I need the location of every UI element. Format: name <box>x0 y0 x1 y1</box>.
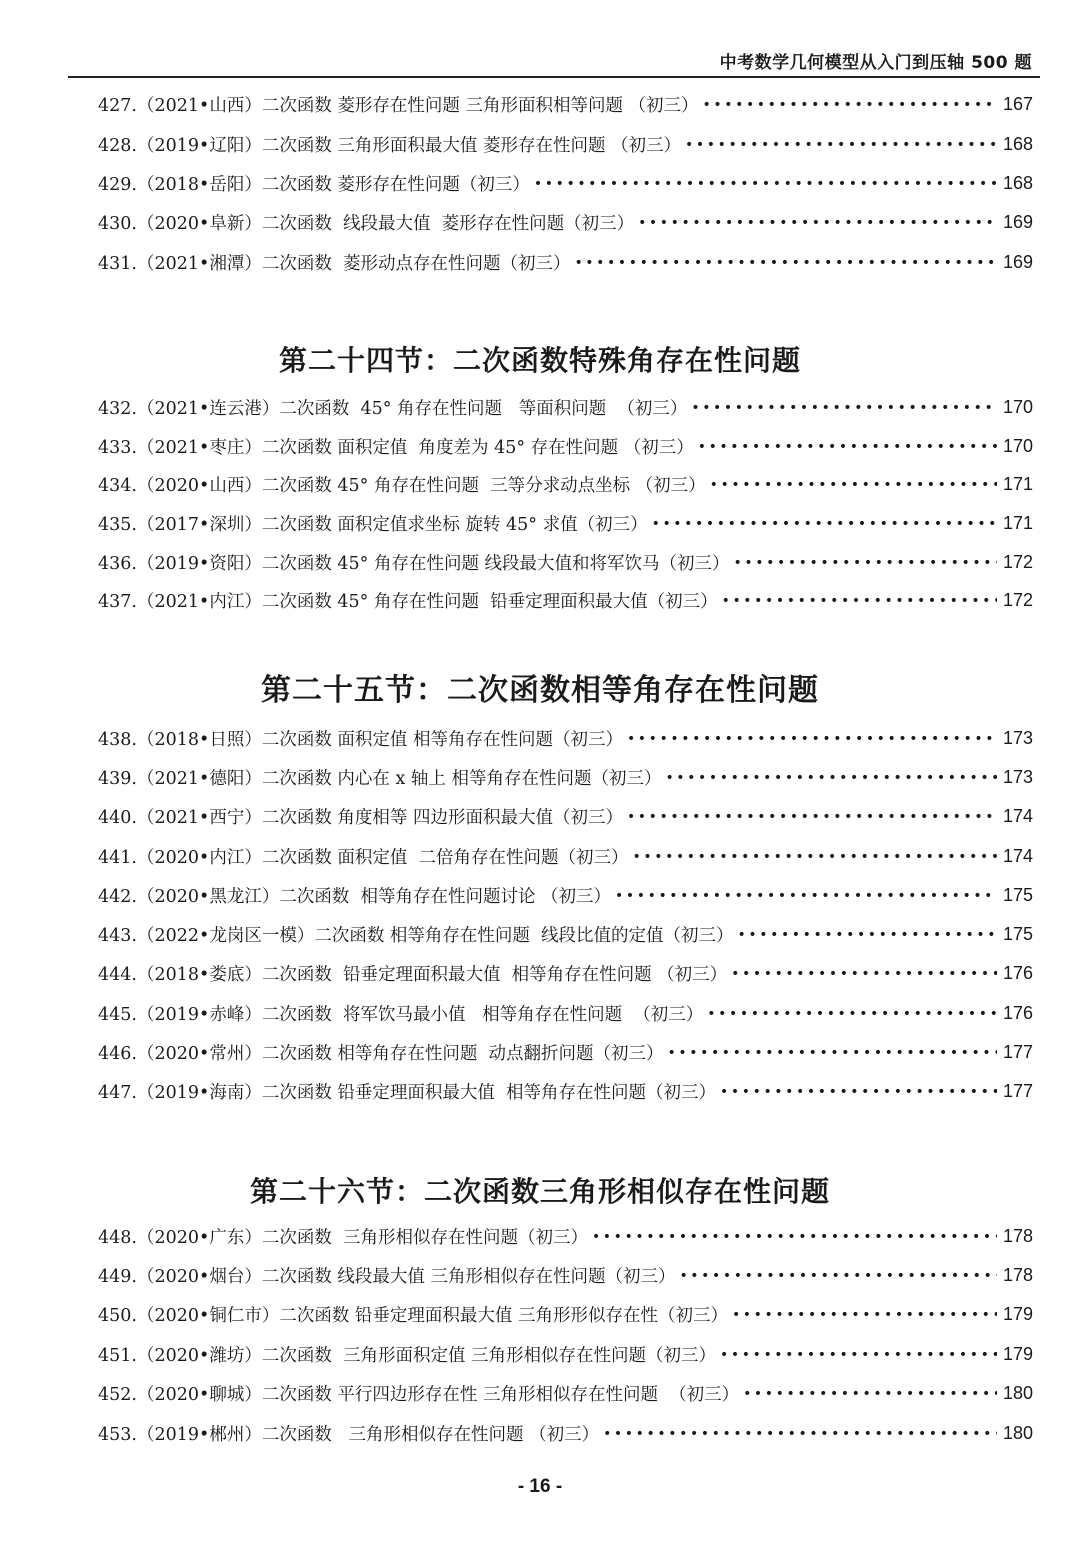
toc-entry-431[interactable] <box>98 246 1033 278</box>
toc-entry-433[interactable] <box>98 430 1033 462</box>
entry-title: 431.（2021•湘潭）二次函数 菱形动点存在性问题（初三） <box>98 253 571 274</box>
entry-title: 453.（2019•郴州）二次函数 三角形相似存在性问题 （初三） <box>98 1424 600 1445</box>
toc-entry-447[interactable] <box>98 1075 1033 1107</box>
entry-title: 438.（2018•日照）二次函数 面积定值 相等角存在性问题（初三） <box>98 729 623 750</box>
toc-entry-439[interactable] <box>98 761 1033 793</box>
entry-page-number: 168 <box>1002 133 1033 154</box>
entry-title: 435.（2017•深圳）二次函数 面积定值求坐标 旋转 45° 求值（初三） <box>98 514 648 535</box>
section-heading-25: 第二十五节：二次函数相等角存在性问题 <box>261 673 819 708</box>
entry-title: 439.（2021•德阳）二次函数 内心在 x 轴上 相等角存在性问题（初三） <box>98 768 662 789</box>
dot-leader <box>703 96 997 112</box>
entry-page-number: 177 <box>1002 1041 1033 1062</box>
toc-entry-438[interactable] <box>98 722 1033 754</box>
entry-title: 443.（2022•龙岗区一模）二次函数 相等角存在性问题 线段比值的定值（初三） <box>98 925 734 946</box>
entry-page-number: 171 <box>1002 512 1033 533</box>
toc-entry-443[interactable] <box>98 918 1033 950</box>
dot-leader <box>652 515 997 531</box>
entry-title: 448.（2020•广东）二次函数 三角形相似存在性问题（初三） <box>98 1227 588 1248</box>
dot-leader <box>534 175 997 191</box>
entry-page-number: 180 <box>1002 1422 1033 1443</box>
entry-page-number: 168 <box>1002 172 1033 193</box>
dot-leader <box>638 214 997 230</box>
dot-leader <box>720 1083 997 1099</box>
entry-page-number: 169 <box>1002 251 1033 272</box>
entry-title: 450.（2020•铜仁市）二次函数 铅垂定理面积最大值 三角形形似存在性（初三） <box>98 1305 728 1326</box>
entry-page-number: 172 <box>1002 551 1033 572</box>
dot-leader <box>710 476 997 492</box>
entry-title: 441.（2020•内江）二次函数 面积定值 二倍角存在性问题（初三） <box>98 847 629 868</box>
dot-leader <box>627 730 997 746</box>
toc-entry-434[interactable] <box>98 468 1033 500</box>
dot-leader <box>603 1425 997 1441</box>
dot-leader <box>633 848 997 864</box>
entry-title: 442.（2020•黑龙江）二次函数 相等角存在性问题讨论 （初三） <box>98 886 612 907</box>
toc-entry-449[interactable] <box>98 1259 1033 1291</box>
entry-page-number: 173 <box>1002 727 1033 748</box>
page-header <box>68 46 1040 78</box>
dot-leader <box>743 1385 997 1401</box>
entry-title: 436.（2019•资阳）二次函数 45° 角存在性问题 线段最大值和将军饮马（初三） <box>98 553 730 574</box>
entry-title: 440.（2021•西宁）二次函数 角度相等 四边形面积最大值（初三） <box>98 807 623 828</box>
entry-page-number: 175 <box>1002 884 1033 905</box>
dot-leader <box>731 965 997 981</box>
toc-entry-427[interactable] <box>98 88 1033 120</box>
entry-page-number: 174 <box>1002 805 1033 826</box>
entry-title: 434.（2020•山西）二次函数 45° 角存在性问题 三等分求动点坐标 （初三） <box>98 475 706 496</box>
toc-entry-435[interactable] <box>98 507 1033 539</box>
toc-entry-441[interactable] <box>98 840 1033 872</box>
toc-entry-437[interactable] <box>98 584 1033 616</box>
entry-title: 451.（2020•潍坊）二次函数 三角形面积定值 三角形相似存在性问题（初三） <box>98 1345 717 1366</box>
dot-leader <box>738 926 997 942</box>
entry-title: 449.（2020•烟台）二次函数 线段最大值 三角形相似存在性问题（初三） <box>98 1266 676 1287</box>
entry-title: 430.（2020•阜新）二次函数 线段最大值 菱形存在性问题（初三） <box>98 213 635 234</box>
dot-leader <box>574 254 997 270</box>
section-heading-24: 第二十四节：二次函数特殊角存在性问题 <box>278 344 801 377</box>
entry-page-number: 169 <box>1002 211 1033 232</box>
entry-title: 446.（2020•常州）二次函数 相等角存在性问题 动点翻折问题（初三） <box>98 1043 664 1064</box>
entry-title: 444.（2018•娄底）二次函数 铅垂定理面积最大值 相等角存在性问题 （初三） <box>98 964 728 985</box>
entry-page-number: 176 <box>1002 962 1033 983</box>
dot-leader <box>679 1267 997 1283</box>
entry-page-number: 178 <box>1002 1264 1033 1285</box>
dot-leader <box>698 438 997 454</box>
toc-entry-430[interactable] <box>98 206 1033 238</box>
entry-page-number: 177 <box>1002 1080 1033 1101</box>
entry-page-number: 170 <box>1002 396 1033 417</box>
toc-entry-446[interactable] <box>98 1036 1033 1068</box>
toc-entry-445[interactable] <box>98 997 1033 1029</box>
entry-page-number: 180 <box>1002 1382 1033 1403</box>
entry-title: 445.（2019•赤峰）二次函数 将军饮马最小值 相等角存在性问题 （初三） <box>98 1004 704 1025</box>
dot-leader <box>668 1044 997 1060</box>
dot-leader <box>734 554 997 570</box>
entry-page-number: 179 <box>1002 1303 1033 1324</box>
entry-title: 427.（2021•山西）二次函数 菱形存在性问题 三角形面积相等问题 （初三） <box>98 95 699 116</box>
dot-leader <box>627 808 997 824</box>
dot-leader <box>691 399 997 415</box>
entry-title: 437.（2021•内江）二次函数 45° 角存在性问题 铅垂定理面积最大值（初三） <box>98 591 718 612</box>
entry-title: 428.（2019•辽阳）二次函数 三角形面积最大值 菱形存在性问题 （初三） <box>98 135 682 156</box>
toc-entry-450[interactable] <box>98 1298 1033 1330</box>
entry-title: 432.（2021•连云港）二次函数 45° 角存在性问题 等面积问题 （初三） <box>98 398 688 419</box>
section-heading-26: 第二十六节：二次函数三角形相似存在性问题 <box>249 1175 830 1208</box>
entry-page-number: 172 <box>1002 589 1033 610</box>
toc-entry-442[interactable] <box>98 879 1033 911</box>
entry-title: 429.（2018•岳阳）二次函数 菱形存在性问题（初三） <box>98 174 530 195</box>
entry-page-number: 173 <box>1002 766 1033 787</box>
entry-page-number: 171 <box>1002 473 1033 494</box>
entry-page-number: 178 <box>1002 1225 1033 1246</box>
dot-leader <box>615 887 997 903</box>
entry-page-number: 176 <box>1002 1002 1033 1023</box>
dot-leader <box>722 592 997 608</box>
entry-page-number: 174 <box>1002 845 1033 866</box>
entry-title: 433.（2021•枣庄）二次函数 面积定值 角度差为 45° 存在性问题 （初三） <box>98 437 694 458</box>
toc-entry-440[interactable] <box>98 800 1033 832</box>
dot-leader <box>720 1346 997 1362</box>
dot-leader <box>685 136 997 152</box>
toc-entry-432[interactable] <box>98 391 1033 423</box>
entry-title: 452.（2020•聊城）二次函数 平行四边形存在性 三角形相似存在性问题 （初三） <box>98 1384 740 1405</box>
toc-entry-453[interactable] <box>98 1417 1033 1449</box>
toc-entry-436[interactable] <box>98 546 1033 578</box>
dot-leader <box>592 1228 997 1244</box>
entry-page-number: 179 <box>1002 1343 1033 1364</box>
dot-leader <box>707 1005 997 1021</box>
entry-page-number: 170 <box>1002 435 1033 456</box>
entry-title: 447.（2019•海南）二次函数 铅垂定理面积最大值 相等角存在性问题（初三） <box>98 1082 717 1103</box>
dot-leader <box>732 1306 997 1322</box>
entry-page-number: 175 <box>1002 923 1033 944</box>
toc-entry-448[interactable] <box>98 1220 1033 1252</box>
page-number: - 16 - <box>517 1476 563 1497</box>
book-title: 中考数学几何模型从入门到压轴 500 题 <box>719 53 1032 73</box>
toc-entry-428[interactable] <box>98 128 1033 160</box>
entry-page-number: 167 <box>1002 93 1033 114</box>
toc-entry-429[interactable] <box>98 167 1033 199</box>
toc-entry-452[interactable] <box>98 1377 1033 1409</box>
toc-entry-451[interactable] <box>98 1338 1033 1370</box>
toc-entry-444[interactable] <box>98 957 1033 989</box>
dot-leader <box>665 769 997 785</box>
